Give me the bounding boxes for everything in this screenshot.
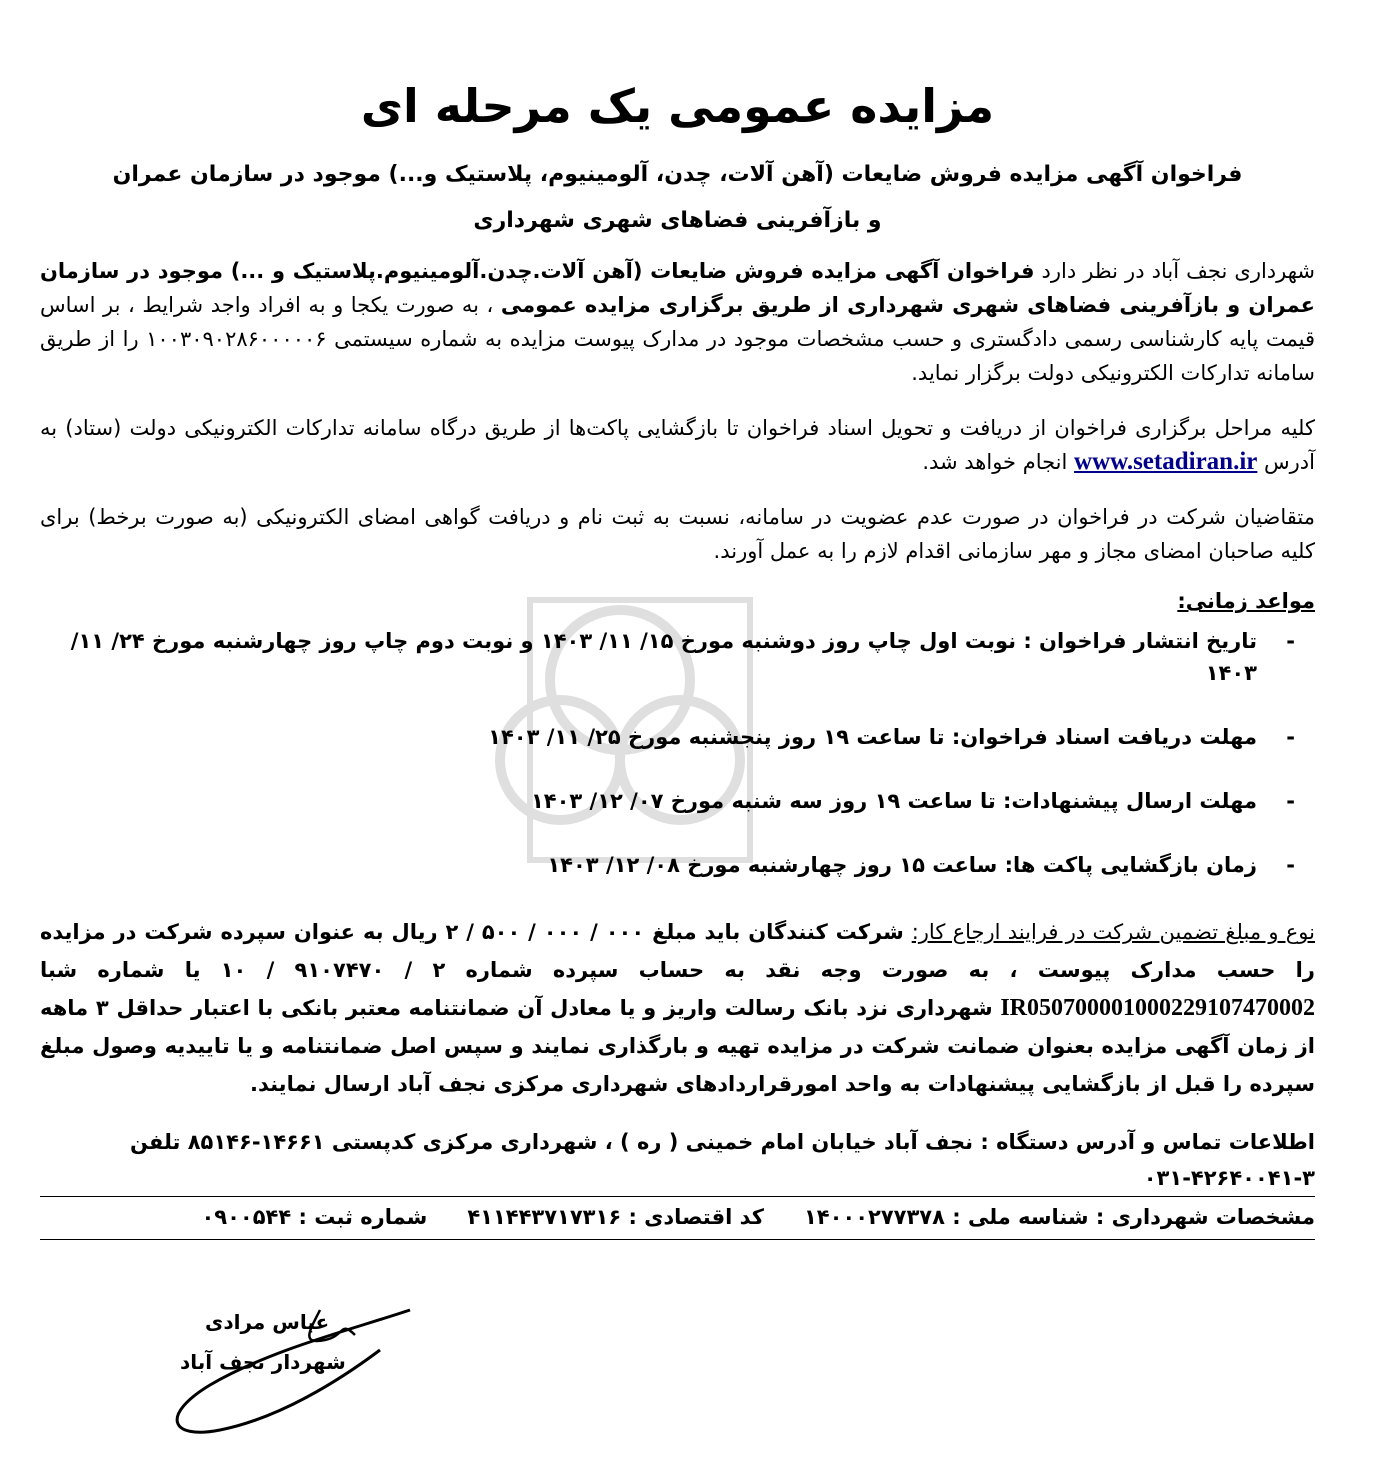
schedule-title: مواعد زمانی: xyxy=(1177,589,1315,613)
iban-number: IR050700001000229107470002 xyxy=(1000,995,1315,1021)
schedule-item: - تاریخ انتشار فراخوان : نوبت اول چاپ روز دوشنبه مورخ ۱۵/ ۱۱/ ۱۴۰۳ و نوبت دوم چاپ روز چهارشنبه مورخ ۲۴/ ۱۱/ ۱۴۰۳ xyxy=(40,625,1315,689)
contact-info: اطلاعات تماس و آدرس دستگاه : نجف آباد خیابان امام خمینی ( ره ) ، شهرداری مرکزی کدپستی ۱۴۶۶۱-۸۵۱۴۶ تلفن ۳-۴۲۶۴۰۰۴۱-۰۳۱ xyxy=(40,1124,1315,1197)
intro-paragraph xyxy=(40,254,1315,390)
stages-before: کلیه مراحل برگزاری فراخوان از دریافت و تحویل اسناد فراخوان تا بازگشایی پاکت‌ها از طریق درگاه سامانه تدارکات الکترونیکی دولت (ستاد) به آدرس xyxy=(40,416,1315,474)
subtitle-line-2: و بازآفرینی فضاهای شهری شهرداری xyxy=(473,208,882,233)
guarantee-heading: نوع و مبلغ تضمین شرکت در فرایند ارجاع کار: xyxy=(911,920,1315,944)
intro-part-1: شهرداری نجف آباد در نظر دارد xyxy=(1034,259,1316,283)
guarantee-amount: شرکت کنندگان باید مبلغ ۰۰۰ / ۰۰۰ / ۵۰۰ / ۲ ریال به عنوان سپرده شرکت در مزایده را حسب مدارک پیوست ، به صورت وجه نقد به حساب سپرده شماره ۲ / ۹۱۰۷۴۷۰ / ۱۰ یا شماره شبا xyxy=(40,920,1315,982)
stages-after: انجام خواهد شد. xyxy=(922,450,1075,474)
schedule-item: - مهلت دریافت اسناد فراخوان: تا ساعت ۱۹ روز پنجشنبه مورخ ۲۵/ ۱۱/ ۱۴۰۳ xyxy=(40,721,1315,753)
stages-paragraph xyxy=(40,411,1315,479)
economic-code: کد اقتصادی : ۴۱۱۴۴۳۷۱۷۳۱۶ xyxy=(467,1205,764,1229)
municipality-specs xyxy=(40,1199,1315,1240)
schedule-heading xyxy=(40,589,1315,613)
signer-role: شهردار نجف آباد xyxy=(180,1350,346,1374)
setadiran-link[interactable]: www.setadiran.ir xyxy=(1074,448,1258,475)
page-title: مزایده عمومی یک مرحله ای xyxy=(360,79,995,133)
applicants-paragraph: متقاضیان شرکت در فراخوان در صورت عدم عضویت در سامانه، نسبت به ثبت نام و دریافت گواهی امضای الکترونیکی (به صورت برخط) برای کلیه صاحبان امضای مجاز و مهر سازمانی اقدام لازم را به عمل آورند. xyxy=(40,505,1315,563)
announcement-page xyxy=(40,0,1315,1478)
subtitle-line-1: فراخوان آگهی مزایده فروش ضایعات (آهن آلات، چدن، آلومینیوم، پلاستیک و...) موجود در سازمان عمران xyxy=(112,162,1243,187)
intro-part-3: ، به صورت یکجا و به افراد واجد شرایط ، بر اساس قیمت پایه کارشناسی رسمی دادگستری و حسب مشخصات موجود در مدارک پیوست مزایده به شماره سیستمی ۱۰۰۳۰۹۰۲۸۶۰۰۰۰۰۶ را از طریق سامانه تدارکات الکترونیکی دولت برگزار نماید. xyxy=(40,293,1315,385)
schedule-list xyxy=(40,625,1315,881)
national-id: مشخصات شهرداری : شناسه ملی : ۱۴۰۰۰۲۷۷۳۷۸ xyxy=(803,1205,1315,1229)
guarantee-rest: شهرداری نزد بانک رسالت واریز و یا معادل آن ضمانتنامه معتبر بانکی با اعتبار حداقل ۳ ماهه از زمان آگهی مزایده بعنوان ضمانت شرکت در مزایده تهیه و بارگذاری نمایند و سپس اصل ضمانتنامه و یا تاییدیه وصول مبلغ سپرده را قبل از بازگشایی پیشنهادات به واحد امورقراردادهای شهرداری مرکزی نجف آباد ارسال نمایند. xyxy=(40,996,1315,1096)
schedule-item: - مهلت ارسال پیشنهادات: تا ساعت ۱۹ روز سه شنبه مورخ ۰۷/ ۱۲/ ۱۴۰۳ xyxy=(40,785,1315,817)
intro-part-2: فراخوان آگهی مزایده فروش ضایعات (آهن آلات.چدن.آلومینیوم.پلاستیک و ...) موجود در سازمان عمران و بازآفرینی فضاهای شهری شهرداری از طریق برگزاری مزایده عمومی xyxy=(40,259,1315,317)
registration-number: شماره ثبت : ۰۹۰۰۵۴۴ xyxy=(201,1205,428,1229)
signature-block xyxy=(150,1290,450,1450)
subtitle xyxy=(40,152,1315,244)
signer-name: عباس مرادی xyxy=(205,1310,330,1334)
guarantee-paragraph xyxy=(40,913,1315,1103)
schedule-item: - زمان بازگشایی پاکت ها: ساعت ۱۵ روز چهارشنبه مورخ ۰۸/ ۱۲/ ۱۴۰۳ xyxy=(40,849,1315,881)
